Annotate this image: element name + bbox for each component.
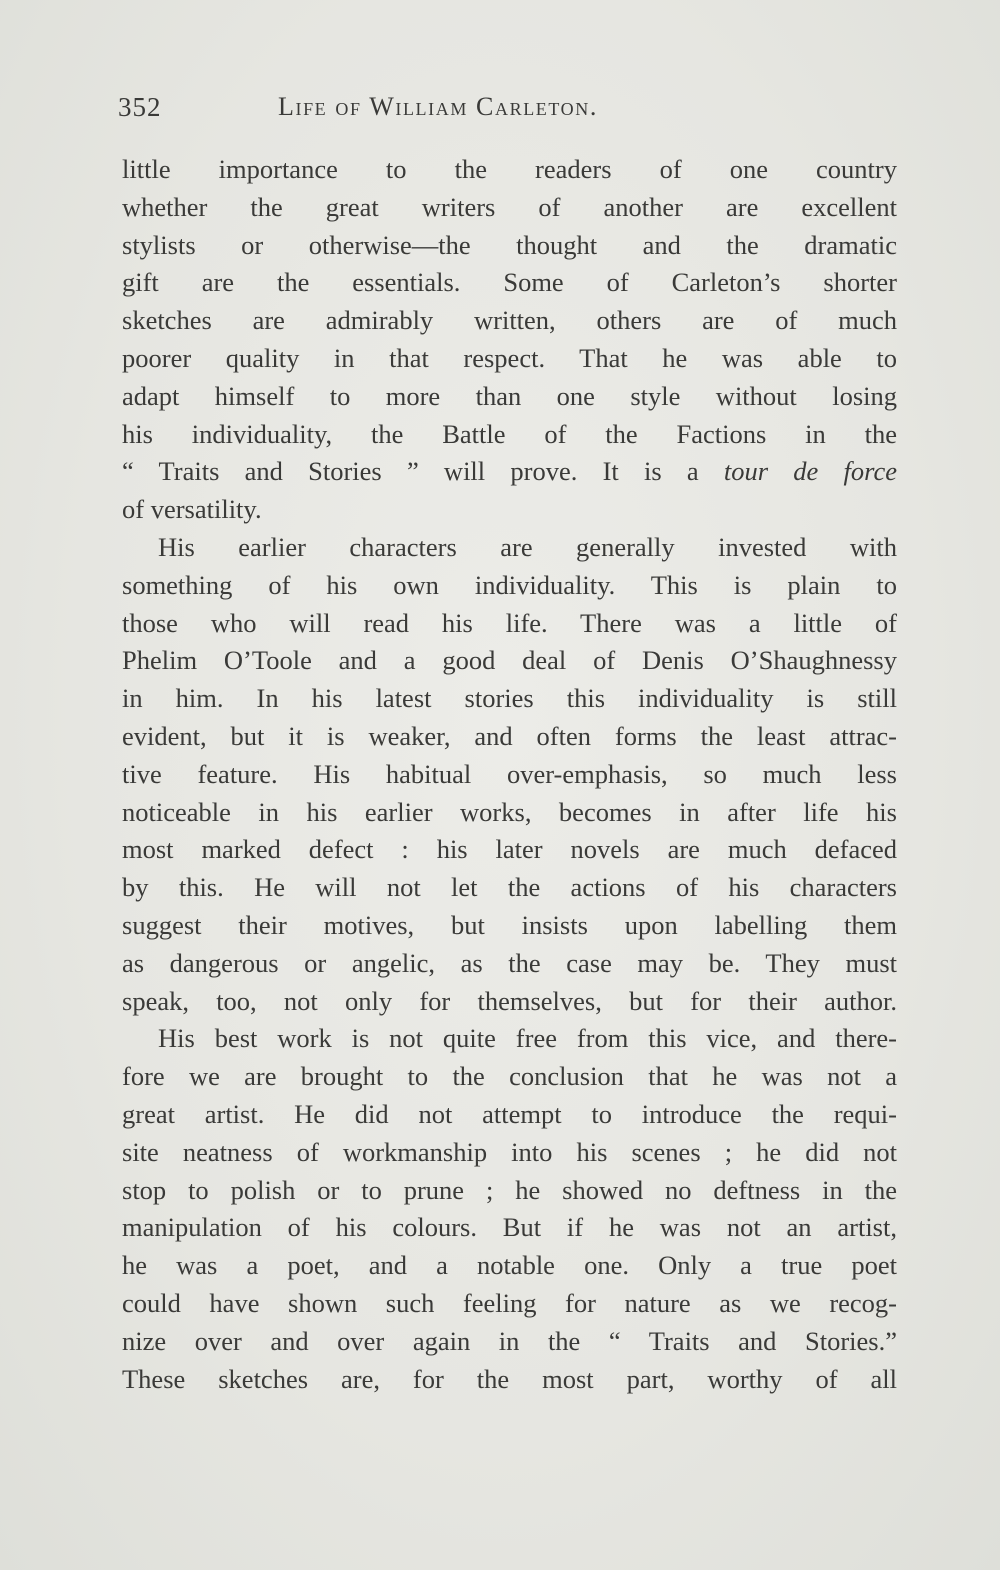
text-line: as dangerous or angelic, as the case may be. They must xyxy=(122,947,897,978)
text-line: great artist. He did not attempt to introduce the requi- xyxy=(122,1098,897,1129)
text-line: stylists or otherwise—the thought and the dramatic xyxy=(122,229,897,260)
text-line: adapt himself to more than one style without losing xyxy=(122,380,897,411)
text-line: by this. He will not let the actions of his characters xyxy=(122,872,897,903)
italic-phrase: tour de force xyxy=(723,456,897,487)
text-line: suggest their motives, but insists upon labelling them xyxy=(122,909,897,940)
text-line: he was a poet, and a notable one. Only a true poet xyxy=(122,1250,897,1281)
text-line: fore we are brought to the conclusion that he was not a xyxy=(122,1061,897,1092)
text-line-with-italic xyxy=(122,453,897,491)
text-line: nize over and over again in the “ Traits and Stories.” xyxy=(122,1325,897,1356)
text-line: site neatness of workmanship into his scenes ; he did not xyxy=(122,1136,897,1167)
text-line: sketches are admirably written, others are of much xyxy=(122,305,897,336)
text-line: little importance to the readers of one country xyxy=(122,154,897,184)
text-line: gift are the essentials. Some of Carleton’s shorter xyxy=(122,267,897,298)
text-line: in him. In his latest stories this individuality is still xyxy=(122,683,897,714)
paragraph-start-line: His best work is not quite free from this vice, and there- xyxy=(158,1023,897,1054)
text-line: speak, too, not only for themselves, but for their author. xyxy=(122,985,897,1016)
text-line: manipulation of his colours. But if he was not an artist, xyxy=(122,1212,897,1243)
text-line: stop to polish or to prune ; he showed no deftness in the xyxy=(122,1174,897,1205)
text-line: could have shown such feeling for nature as we recog- xyxy=(122,1287,897,1318)
text-line: something of his own individuality. This is plain to xyxy=(122,569,897,600)
text-line: poorer quality in that respect. That he was able to xyxy=(122,342,897,373)
text-line: those who will read his life. There was a little of xyxy=(122,607,897,638)
text-line: his individuality, the Battle of the Factions in the xyxy=(122,418,897,449)
running-title: Life of William Carleton. xyxy=(278,92,598,121)
paragraph-start-line: His earlier characters are generally invested with xyxy=(158,531,897,562)
text-line: Phelim O’Toole and a good deal of Denis O’Shaughnessy xyxy=(122,645,897,676)
text-line: These sketches are, for the most part, worthy of all xyxy=(122,1363,897,1394)
text-line: noticeable in his earlier works, becomes in after life his xyxy=(122,796,897,827)
text-line: of versatility. xyxy=(122,494,262,525)
text-line: whether the great writers of another are excellent xyxy=(122,191,897,222)
page-number: 352 xyxy=(118,92,162,122)
text-line-start: “ Traits and Stories ” will prove. It is a xyxy=(122,456,699,487)
text-line: evident, but it is weaker, and often forms the least attrac- xyxy=(122,720,897,751)
page-header xyxy=(118,88,898,128)
body-text xyxy=(122,151,897,1398)
text-line: most marked defect : his later novels are much defaced xyxy=(122,834,897,865)
text-line: tive feature. His habitual over-emphasis, so much less xyxy=(122,758,897,789)
